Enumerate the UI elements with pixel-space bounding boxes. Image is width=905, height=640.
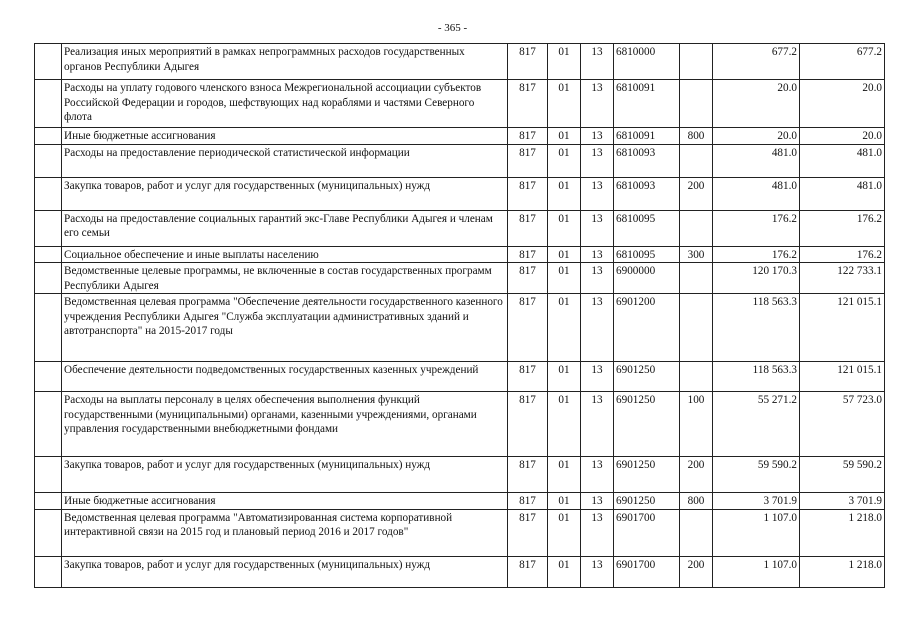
target-article-code-cell: 6901250 xyxy=(614,457,680,493)
subsection-code-cell: 13 xyxy=(581,457,614,493)
amount-year2-cell: 59 590.2 xyxy=(800,457,885,493)
amount-year1-cell: 55 271.2 xyxy=(713,392,800,457)
ministry-code-cell: 817 xyxy=(508,362,548,392)
subsection-code-cell: 13 xyxy=(581,392,614,457)
budget-table xyxy=(34,43,885,588)
expense-type-code-cell xyxy=(680,263,713,294)
expense-name-cell: Расходы на выплаты персоналу в целях обеспечения выполнения функций государственными (муниципальными) органами, казенными учреждениями, органами управления государственными внебюджетными фондами xyxy=(62,392,508,457)
expense-name-cell: Расходы на предоставление социальных гарантий экс-Главе Республики Адыгея и членам его семьи xyxy=(62,210,508,246)
amount-year2-cell: 481.0 xyxy=(800,177,885,210)
section-code-cell: 01 xyxy=(548,246,581,263)
table-row xyxy=(35,556,885,587)
ministry-code-cell: 817 xyxy=(508,556,548,587)
amount-year1-cell: 20.0 xyxy=(713,80,800,128)
ministry-code-cell: 817 xyxy=(508,493,548,510)
amount-year2-cell: 1 218.0 xyxy=(800,556,885,587)
target-article-code-cell: 6901250 xyxy=(614,493,680,510)
amount-year1-cell: 59 590.2 xyxy=(713,457,800,493)
expense-name-cell: Иные бюджетные ассигнования xyxy=(62,128,508,145)
table-row xyxy=(35,128,885,145)
amount-year1-cell: 20.0 xyxy=(713,128,800,145)
amount-year2-cell: 121 015.1 xyxy=(800,294,885,362)
amount-year1-cell: 481.0 xyxy=(713,144,800,177)
table-row xyxy=(35,263,885,294)
blank-cell xyxy=(35,457,62,493)
amount-year2-cell: 20.0 xyxy=(800,128,885,145)
expense-name-cell: Закупка товаров, работ и услуг для государственных (муниципальных) нужд xyxy=(62,556,508,587)
blank-cell xyxy=(35,362,62,392)
section-code-cell: 01 xyxy=(548,493,581,510)
expense-name-cell: Ведомственная целевая программа "Автоматизированная система корпоративной интерактивной связи на 2015 год и плановый период 2016 и 2017 годов" xyxy=(62,509,508,556)
target-article-code-cell: 6810093 xyxy=(614,177,680,210)
expense-type-code-cell xyxy=(680,509,713,556)
section-code-cell: 01 xyxy=(548,80,581,128)
target-article-code-cell: 6810095 xyxy=(614,246,680,263)
ministry-code-cell: 817 xyxy=(508,392,548,457)
amount-year2-cell: 20.0 xyxy=(800,80,885,128)
amount-year1-cell: 120 170.3 xyxy=(713,263,800,294)
table-row xyxy=(35,392,885,457)
amount-year1-cell: 1 107.0 xyxy=(713,509,800,556)
table-row xyxy=(35,144,885,177)
expense-type-code-cell xyxy=(680,362,713,392)
blank-cell xyxy=(35,556,62,587)
target-article-code-cell: 6901700 xyxy=(614,556,680,587)
expense-name-cell: Расходы на предоставление периодической статистической информации xyxy=(62,144,508,177)
amount-year1-cell: 1 107.0 xyxy=(713,556,800,587)
subsection-code-cell: 13 xyxy=(581,556,614,587)
amount-year2-cell: 122 733.1 xyxy=(800,263,885,294)
expense-name-cell: Закупка товаров, работ и услуг для государственных (муниципальных) нужд xyxy=(62,177,508,210)
subsection-code-cell: 13 xyxy=(581,263,614,294)
section-code-cell: 01 xyxy=(548,144,581,177)
amount-year1-cell: 677.2 xyxy=(713,44,800,80)
subsection-code-cell: 13 xyxy=(581,44,614,80)
target-article-code-cell: 6901700 xyxy=(614,509,680,556)
blank-cell xyxy=(35,263,62,294)
section-code-cell: 01 xyxy=(548,457,581,493)
table-row xyxy=(35,210,885,246)
blank-cell xyxy=(35,144,62,177)
target-article-code-cell: 6901250 xyxy=(614,362,680,392)
table-row xyxy=(35,362,885,392)
subsection-code-cell: 13 xyxy=(581,294,614,362)
expense-type-code-cell: 200 xyxy=(680,177,713,210)
amount-year2-cell: 481.0 xyxy=(800,144,885,177)
subsection-code-cell: 13 xyxy=(581,246,614,263)
section-code-cell: 01 xyxy=(548,44,581,80)
subsection-code-cell: 13 xyxy=(581,493,614,510)
amount-year2-cell: 121 015.1 xyxy=(800,362,885,392)
ministry-code-cell: 817 xyxy=(508,177,548,210)
table-row xyxy=(35,294,885,362)
amount-year2-cell: 1 218.0 xyxy=(800,509,885,556)
section-code-cell: 01 xyxy=(548,509,581,556)
expense-name-cell: Ведомственная целевая программа "Обеспечение деятельности государственного казенного учреждения Республики Адыгея "Служба эксплуатации административных зданий и автотранспорта" на 2015-2017 годы xyxy=(62,294,508,362)
target-article-code-cell: 6810091 xyxy=(614,80,680,128)
subsection-code-cell: 13 xyxy=(581,509,614,556)
blank-cell xyxy=(35,509,62,556)
section-code-cell: 01 xyxy=(548,177,581,210)
target-article-code-cell: 6900000 xyxy=(614,263,680,294)
section-code-cell: 01 xyxy=(548,263,581,294)
amount-year2-cell: 57 723.0 xyxy=(800,392,885,457)
amount-year1-cell: 481.0 xyxy=(713,177,800,210)
expense-type-code-cell xyxy=(680,144,713,177)
amount-year1-cell: 118 563.3 xyxy=(713,362,800,392)
amount-year1-cell: 118 563.3 xyxy=(713,294,800,362)
subsection-code-cell: 13 xyxy=(581,362,614,392)
amount-year2-cell: 677.2 xyxy=(800,44,885,80)
expense-name-cell: Иные бюджетные ассигнования xyxy=(62,493,508,510)
table-row xyxy=(35,509,885,556)
expense-type-code-cell xyxy=(680,294,713,362)
expense-type-code-cell xyxy=(680,210,713,246)
blank-cell xyxy=(35,493,62,510)
expense-type-code-cell: 800 xyxy=(680,128,713,145)
expense-name-cell: Социальное обеспечение и иные выплаты населению xyxy=(62,246,508,263)
amount-year1-cell: 3 701.9 xyxy=(713,493,800,510)
expense-type-code-cell: 300 xyxy=(680,246,713,263)
target-article-code-cell: 6810091 xyxy=(614,128,680,145)
table-row xyxy=(35,80,885,128)
subsection-code-cell: 13 xyxy=(581,177,614,210)
ministry-code-cell: 817 xyxy=(508,144,548,177)
ministry-code-cell: 817 xyxy=(508,210,548,246)
ministry-code-cell: 817 xyxy=(508,44,548,80)
expense-type-code-cell: 100 xyxy=(680,392,713,457)
ministry-code-cell: 817 xyxy=(508,246,548,263)
amount-year2-cell: 176.2 xyxy=(800,246,885,263)
target-article-code-cell: 6901200 xyxy=(614,294,680,362)
expense-name-cell: Обеспечение деятельности подведомственных государственных казенных учреждений xyxy=(62,362,508,392)
table-row xyxy=(35,246,885,263)
blank-cell xyxy=(35,210,62,246)
target-article-code-cell: 6810093 xyxy=(614,144,680,177)
ministry-code-cell: 817 xyxy=(508,80,548,128)
blank-cell xyxy=(35,80,62,128)
section-code-cell: 01 xyxy=(548,556,581,587)
table-row xyxy=(35,457,885,493)
table-row xyxy=(35,44,885,80)
blank-cell xyxy=(35,128,62,145)
expense-type-code-cell xyxy=(680,80,713,128)
subsection-code-cell: 13 xyxy=(581,80,614,128)
ministry-code-cell: 817 xyxy=(508,509,548,556)
amount-year1-cell: 176.2 xyxy=(713,210,800,246)
subsection-code-cell: 13 xyxy=(581,144,614,177)
section-code-cell: 01 xyxy=(548,128,581,145)
table-row xyxy=(35,493,885,510)
section-code-cell: 01 xyxy=(548,362,581,392)
ministry-code-cell: 817 xyxy=(508,263,548,294)
blank-cell xyxy=(35,177,62,210)
expense-name-cell: Ведомственные целевые программы, не включенные в состав государственных программ Республики Адыгея xyxy=(62,263,508,294)
amount-year2-cell: 3 701.9 xyxy=(800,493,885,510)
target-article-code-cell: 6901250 xyxy=(614,392,680,457)
target-article-code-cell: 6810000 xyxy=(614,44,680,80)
expense-name-cell: Закупка товаров, работ и услуг для государственных (муниципальных) нужд xyxy=(62,457,508,493)
expense-name-cell: Расходы на уплату годового членского взноса Межрегиональной ассоциации субъектов Российской Федерации и городов, шефствующих над кораблями и частями Северного флота xyxy=(62,80,508,128)
ministry-code-cell: 817 xyxy=(508,128,548,145)
blank-cell xyxy=(35,392,62,457)
table-row xyxy=(35,177,885,210)
budget-table-body xyxy=(35,44,885,588)
expense-type-code-cell: 200 xyxy=(680,556,713,587)
expense-name-cell: Реализация иных мероприятий в рамках непрограммных расходов государственных органов Республики Адыгея xyxy=(62,44,508,80)
subsection-code-cell: 13 xyxy=(581,210,614,246)
blank-cell xyxy=(35,246,62,263)
blank-cell xyxy=(35,44,62,80)
ministry-code-cell: 817 xyxy=(508,457,548,493)
section-code-cell: 01 xyxy=(548,210,581,246)
blank-cell xyxy=(35,294,62,362)
amount-year2-cell: 176.2 xyxy=(800,210,885,246)
target-article-code-cell: 6810095 xyxy=(614,210,680,246)
amount-year1-cell: 176.2 xyxy=(713,246,800,263)
page-number: - 365 - xyxy=(437,22,468,34)
section-code-cell: 01 xyxy=(548,294,581,362)
expense-type-code-cell: 200 xyxy=(680,457,713,493)
expense-type-code-cell xyxy=(680,44,713,80)
ministry-code-cell: 817 xyxy=(508,294,548,362)
expense-type-code-cell: 800 xyxy=(680,493,713,510)
subsection-code-cell: 13 xyxy=(581,128,614,145)
section-code-cell: 01 xyxy=(548,392,581,457)
